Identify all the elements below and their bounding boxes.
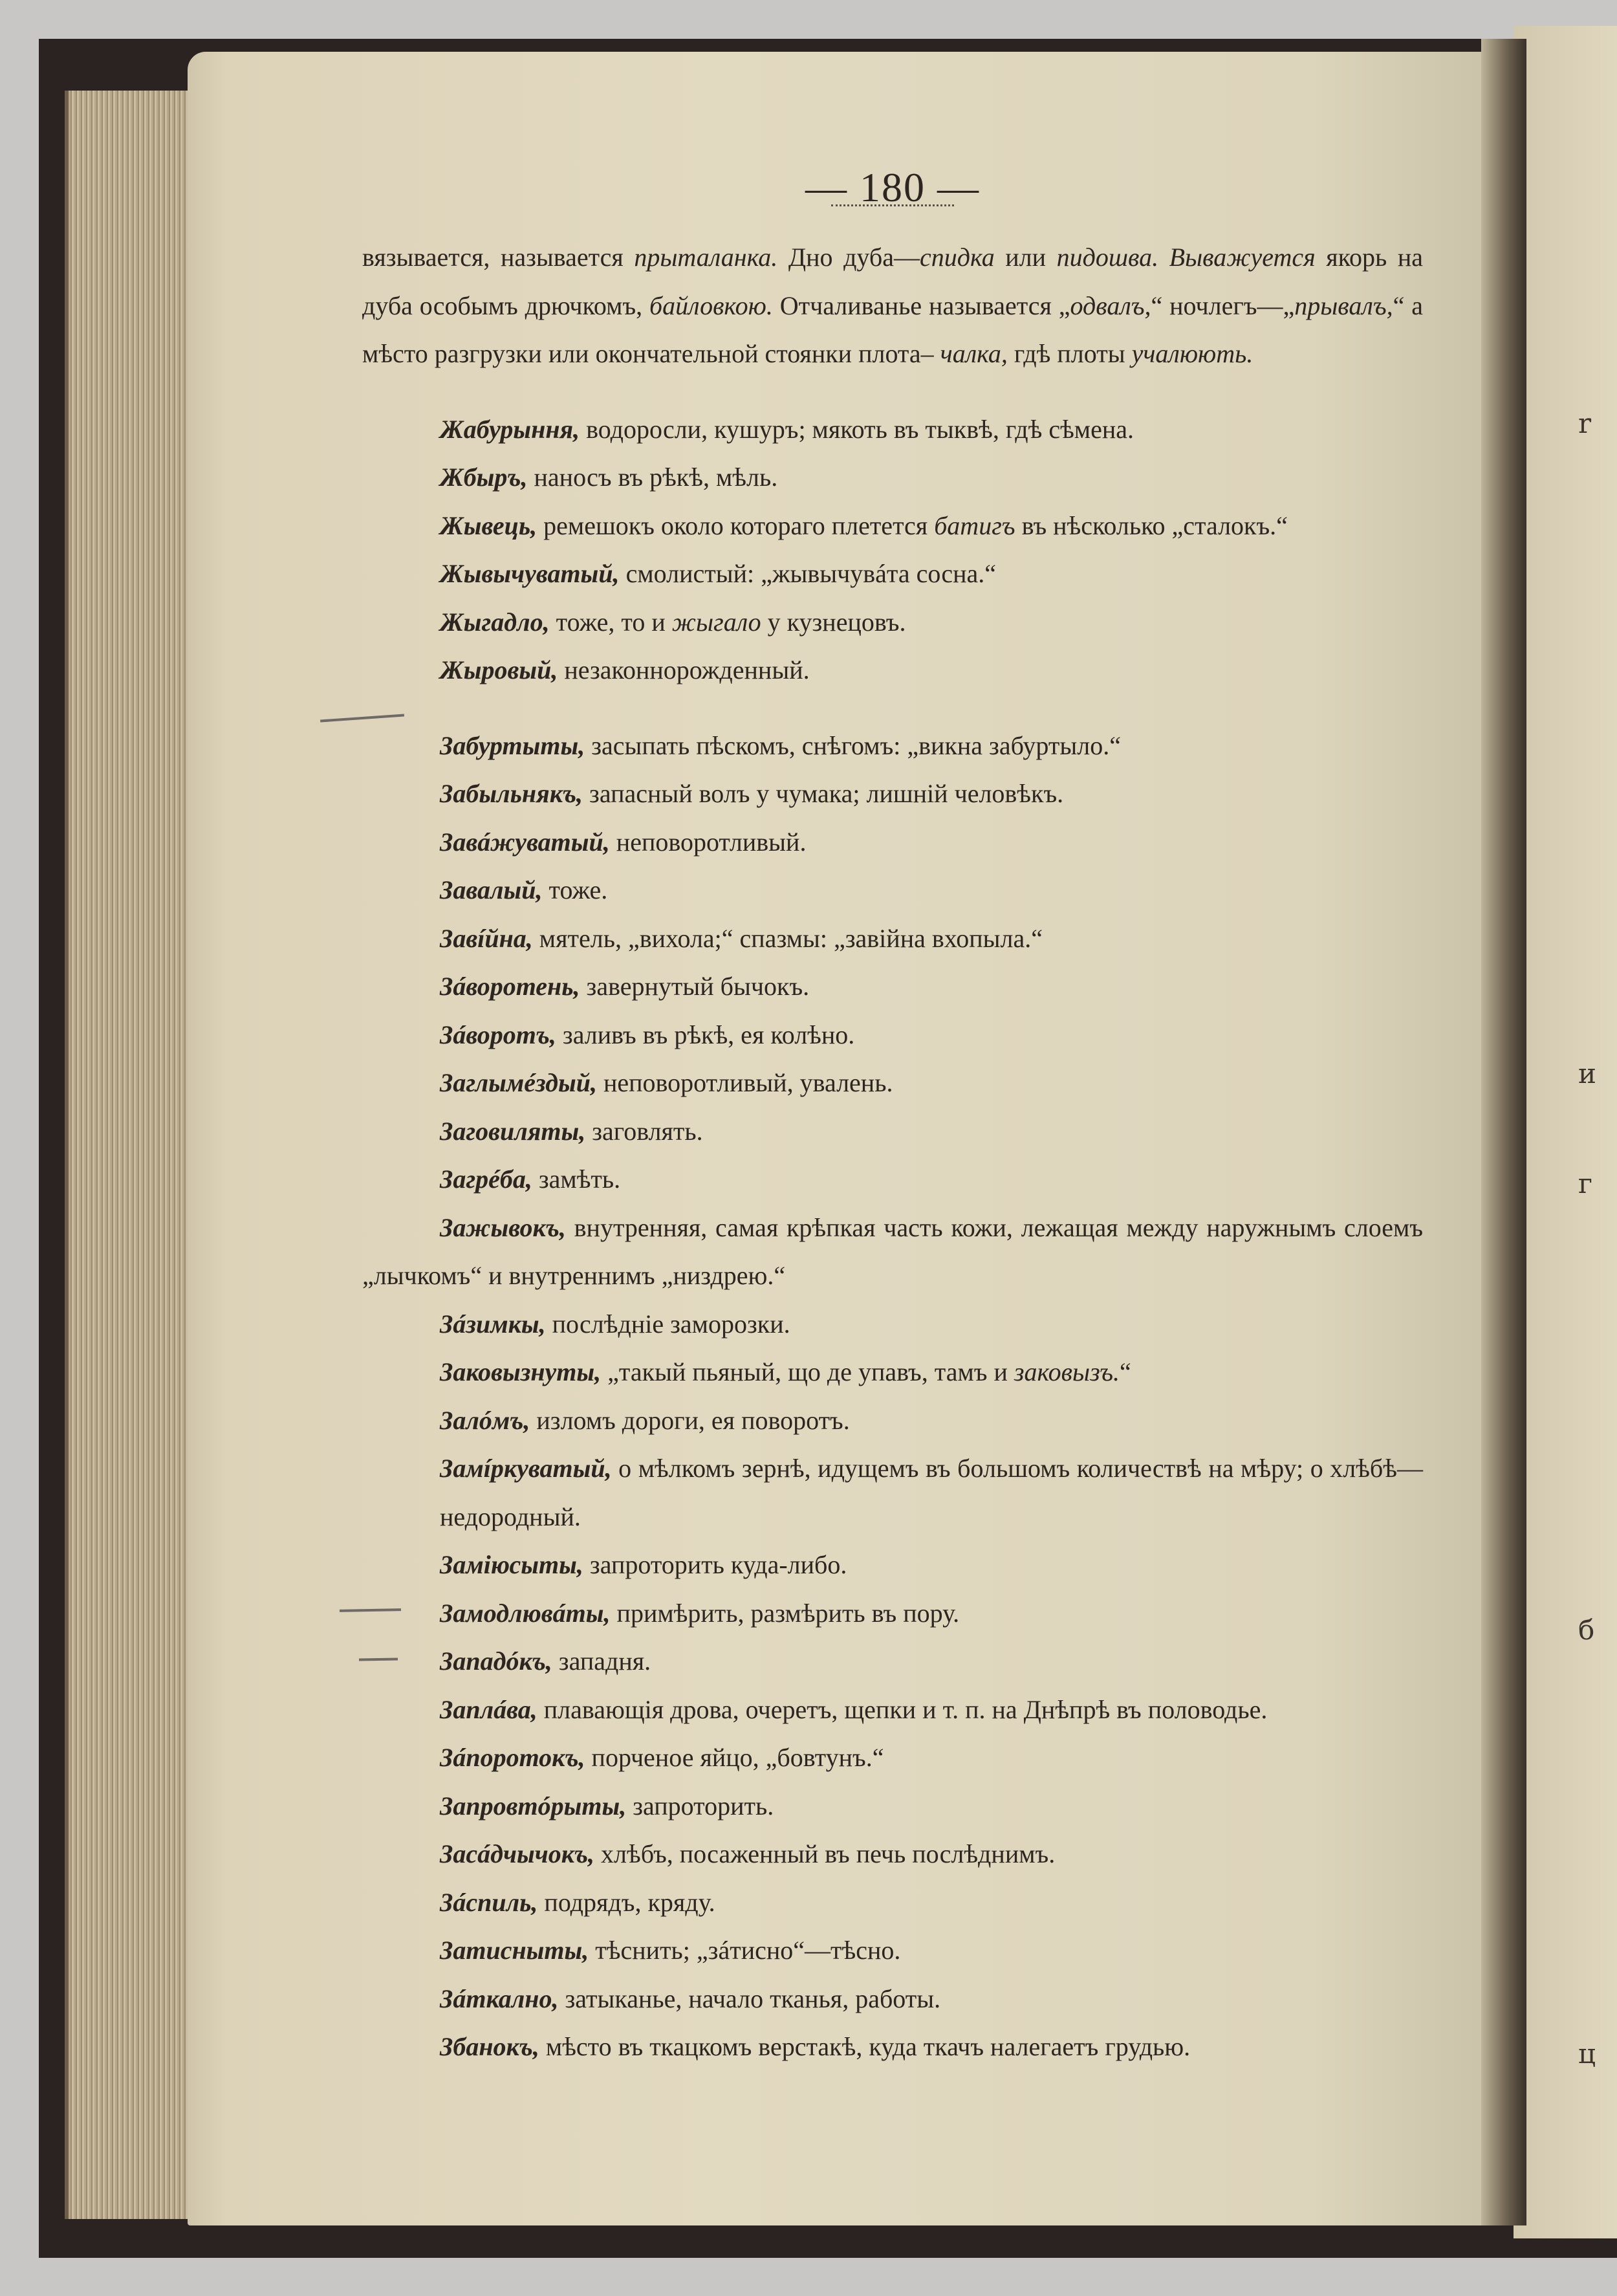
definition-text: якорь на дуба особымъ дрючкомъ,: [362, 243, 1423, 320]
section-gap: [362, 695, 1423, 722]
page-number-text: — 180 —: [805, 164, 980, 210]
definition-text: запасный волъ у чумака; лишній человѣкъ.: [583, 779, 1064, 808]
headword: Залóмъ,: [440, 1405, 530, 1435]
headword: Забыльнякъ,: [440, 779, 583, 808]
italic-term: заковызъ.: [1014, 1357, 1120, 1386]
definition-text: незаконнорожденный.: [558, 655, 810, 684]
dictionary-entry: [362, 1155, 1423, 1204]
italic-term: прывалъ,: [1294, 290, 1393, 320]
headword: Зáпоротокъ,: [440, 1743, 585, 1772]
definition-text: хлѣбъ, посаженный въ печь послѣднимъ.: [594, 1839, 1056, 1868]
facing-page-fragment: и: [1578, 1058, 1596, 1089]
dictionary-entry: [362, 1348, 1423, 1397]
headword: Збанокъ,: [440, 2032, 539, 2061]
headword: Зáспиль,: [440, 1887, 538, 1917]
dictionary-entry: [362, 1830, 1423, 1879]
headword: Жбыръ,: [440, 463, 528, 492]
facing-page-fragment: г: [1578, 1168, 1593, 1199]
definition-text: примѣрить, размѣрить въ пору.: [610, 1598, 960, 1628]
headword: Жывець,: [440, 510, 537, 540]
definition-text: тѣснить; „зáтисно“—тѣсно.: [589, 1936, 901, 1965]
headword: Западóкъ,: [440, 1646, 552, 1676]
dictionary-entry: [362, 1637, 1423, 1686]
intro-text: [362, 234, 1423, 378]
definition-text: тоже, то и: [549, 607, 672, 637]
facing-page: [1514, 26, 1617, 2238]
facing-page-fragment: б: [1578, 1614, 1595, 1646]
definition-text: затыканье, начало тканья, работы.: [558, 1984, 941, 2013]
headword: Загрéба,: [440, 1164, 532, 1194]
dictionary-entry: [362, 1975, 1423, 2024]
headword: Завалый,: [440, 875, 543, 904]
definition-text: замѣть.: [532, 1164, 621, 1194]
italic-term: одвалъ,: [1070, 290, 1151, 320]
definition-text: изломъ дороги, ея поворотъ.: [530, 1405, 850, 1435]
dictionary-entry: [362, 550, 1423, 598]
dictionary-entry: [362, 866, 1423, 915]
definition-text: заливъ въ рѣкѣ, ея колѣно.: [556, 1020, 855, 1049]
headword: Зажывокъ,: [440, 1212, 566, 1242]
definition-text: у кузнецовъ.: [761, 607, 906, 637]
dictionary-entry: [362, 406, 1423, 454]
definition-text: въ нѣсколько „сталокъ.“: [1015, 510, 1288, 540]
definition-text: тоже.: [542, 875, 608, 904]
headword: Жывычуватый,: [440, 559, 620, 588]
dictionary-entry: [362, 915, 1423, 963]
headword: Затисныты,: [440, 1936, 589, 1965]
definition-text: подрядъ, кряду.: [537, 1887, 715, 1917]
page-number: [362, 162, 1423, 208]
italic-term: байловкою.: [649, 290, 773, 320]
definition-text: мѣсто въ ткацкомъ верстакѣ, куда ткачъ налегаетъ грудью.: [539, 2032, 1191, 2061]
headword: Зáткално,: [440, 1984, 559, 2013]
definition-text: неповоротливый, увалень.: [596, 1068, 893, 1097]
definition-text: наносъ въ рѣкѣ, мѣль.: [527, 463, 778, 492]
italic-term: пидошва. Выважуется: [1056, 243, 1316, 272]
dictionary-entry: [362, 1782, 1423, 1831]
headword: Завíйна,: [440, 923, 533, 953]
headword: Засáдчычокъ,: [440, 1839, 595, 1868]
headword: Замíркуватый,: [440, 1454, 612, 1483]
dictionary-entry: [362, 646, 1423, 695]
definition-text: водоросли, кушуръ; мякоть въ тыквѣ, гдѣ сѣмена.: [580, 414, 1134, 444]
dictionary-entry: [362, 1686, 1423, 1734]
book-page-edges: [65, 91, 195, 2219]
dictionary-entry: [362, 1590, 1423, 1638]
dictionary-entry: [362, 454, 1423, 502]
dictionary-entry: [362, 598, 1423, 647]
headword: Жыгадло,: [440, 607, 550, 637]
definition-text: или: [994, 243, 1057, 272]
italic-term: учалюють.: [1131, 339, 1253, 368]
headword: Жыровый,: [440, 655, 558, 684]
book-gutter: [1481, 39, 1526, 2225]
definition-text: запроторить куда-либо.: [583, 1550, 847, 1579]
dictionary-entry: [362, 1108, 1423, 1156]
dictionary-entry: [362, 818, 1423, 867]
headword: Заковызнуты,: [440, 1357, 602, 1386]
italic-term: батигъ: [934, 510, 1015, 540]
dictionary-entry: [362, 502, 1423, 551]
headword: Заміюсыты,: [440, 1550, 583, 1579]
headword: Заглымéздый,: [440, 1068, 597, 1097]
italic-term: жыгало: [671, 607, 761, 637]
dictionary-entry: [362, 1011, 1423, 1060]
headword: Завáжуватый,: [440, 827, 610, 857]
definition-text: “ ночлегъ—„: [1151, 290, 1295, 320]
headword: Запровтóрыты,: [440, 1791, 627, 1820]
definition-text: „такый пьяный, що де упавъ, тамъ и: [601, 1357, 1014, 1386]
definition-text: вязывается, называется: [362, 243, 635, 272]
definition-text: мятель, „вихола;“ спазмы: „завійна вхопыла.“: [532, 923, 1043, 953]
italic-term: спидка: [920, 243, 995, 272]
dictionary-entry: [362, 1059, 1423, 1108]
definition-text: Дно дуба—: [777, 243, 920, 272]
definition-text: запроторить.: [626, 1791, 774, 1820]
dictionary-entry: [362, 1879, 1423, 1927]
dictionary-entry: [362, 2023, 1423, 2072]
headword: Замодлювáты,: [440, 1598, 611, 1628]
definition-text: засыпать пѣскомъ, снѣгомъ: „викна забуртыло.“: [585, 730, 1121, 760]
dictionary-entry: [362, 1734, 1423, 1782]
facing-page-fragment: ц: [1578, 2038, 1596, 2070]
dictionary-entry: [362, 1204, 1423, 1300]
intro-paragraph: [362, 234, 1423, 378]
definition-text: внутренняя, самая крѣпкая часть кожи, лежащая между наружнымъ слоемъ „лычкомъ“ и внутреннимъ „низдрею.“: [362, 1212, 1423, 1290]
definition-text: заговлять.: [585, 1116, 703, 1146]
headword: Зáворотъ,: [440, 1020, 556, 1049]
definition-text: ремешокъ около котораго плетется: [537, 510, 935, 540]
definition-text: Отчаливанье называется „: [772, 290, 1070, 320]
definition-text: послѣдніе заморозки.: [545, 1309, 790, 1339]
definition-text: западня.: [552, 1646, 651, 1676]
definition-text: порченое яйцо, „бовтунъ.“: [585, 1743, 884, 1772]
dictionary-entry: [362, 1445, 1423, 1541]
facing-page-fragment: r: [1578, 408, 1592, 439]
dictionary-entry: [362, 722, 1423, 771]
dictionary-entry: [362, 1927, 1423, 1975]
dictionary-entry: [362, 1397, 1423, 1445]
headword: Зáворотень,: [440, 972, 580, 1001]
section-gap: [362, 378, 1423, 406]
definition-text: “: [1119, 1357, 1131, 1386]
dictionary-entry: [362, 1300, 1423, 1349]
italic-term: прыталанка.: [634, 243, 778, 272]
definition-text: неповоротливый.: [609, 827, 807, 857]
definition-text: гдѣ плоты: [1007, 339, 1132, 368]
definition-text: завернутый бычокъ.: [580, 972, 810, 1001]
dictionary-entry: [362, 1541, 1423, 1590]
definition-text: плавающія дрова, очеретъ, щепки и т. п. на Днѣпрѣ въ половодье.: [537, 1694, 1268, 1724]
definition-text: о мѣлкомъ зернѣ, идущемъ въ большомъ количествѣ на мѣру; о хлѣбѣ—недородный.: [440, 1454, 1423, 1531]
headword: Заплáва,: [440, 1694, 537, 1724]
dictionary-entry: [362, 770, 1423, 818]
page-text: [362, 162, 1423, 2072]
headword: Жабурыння,: [440, 414, 580, 444]
italic-term: чалка,: [940, 339, 1008, 368]
definition-text: “ а мѣсто разгрузки или окончательной стоянки плота–: [362, 290, 1423, 368]
headword: Зáзимкы,: [440, 1309, 546, 1339]
definition-text: смолистый: „жывычувáта сосна.“: [619, 559, 997, 588]
dictionary-entries: [362, 378, 1423, 2072]
dictionary-entry: [362, 963, 1423, 1011]
headword: Заговиляты,: [440, 1116, 586, 1146]
headword: Забуртыты,: [440, 730, 585, 760]
